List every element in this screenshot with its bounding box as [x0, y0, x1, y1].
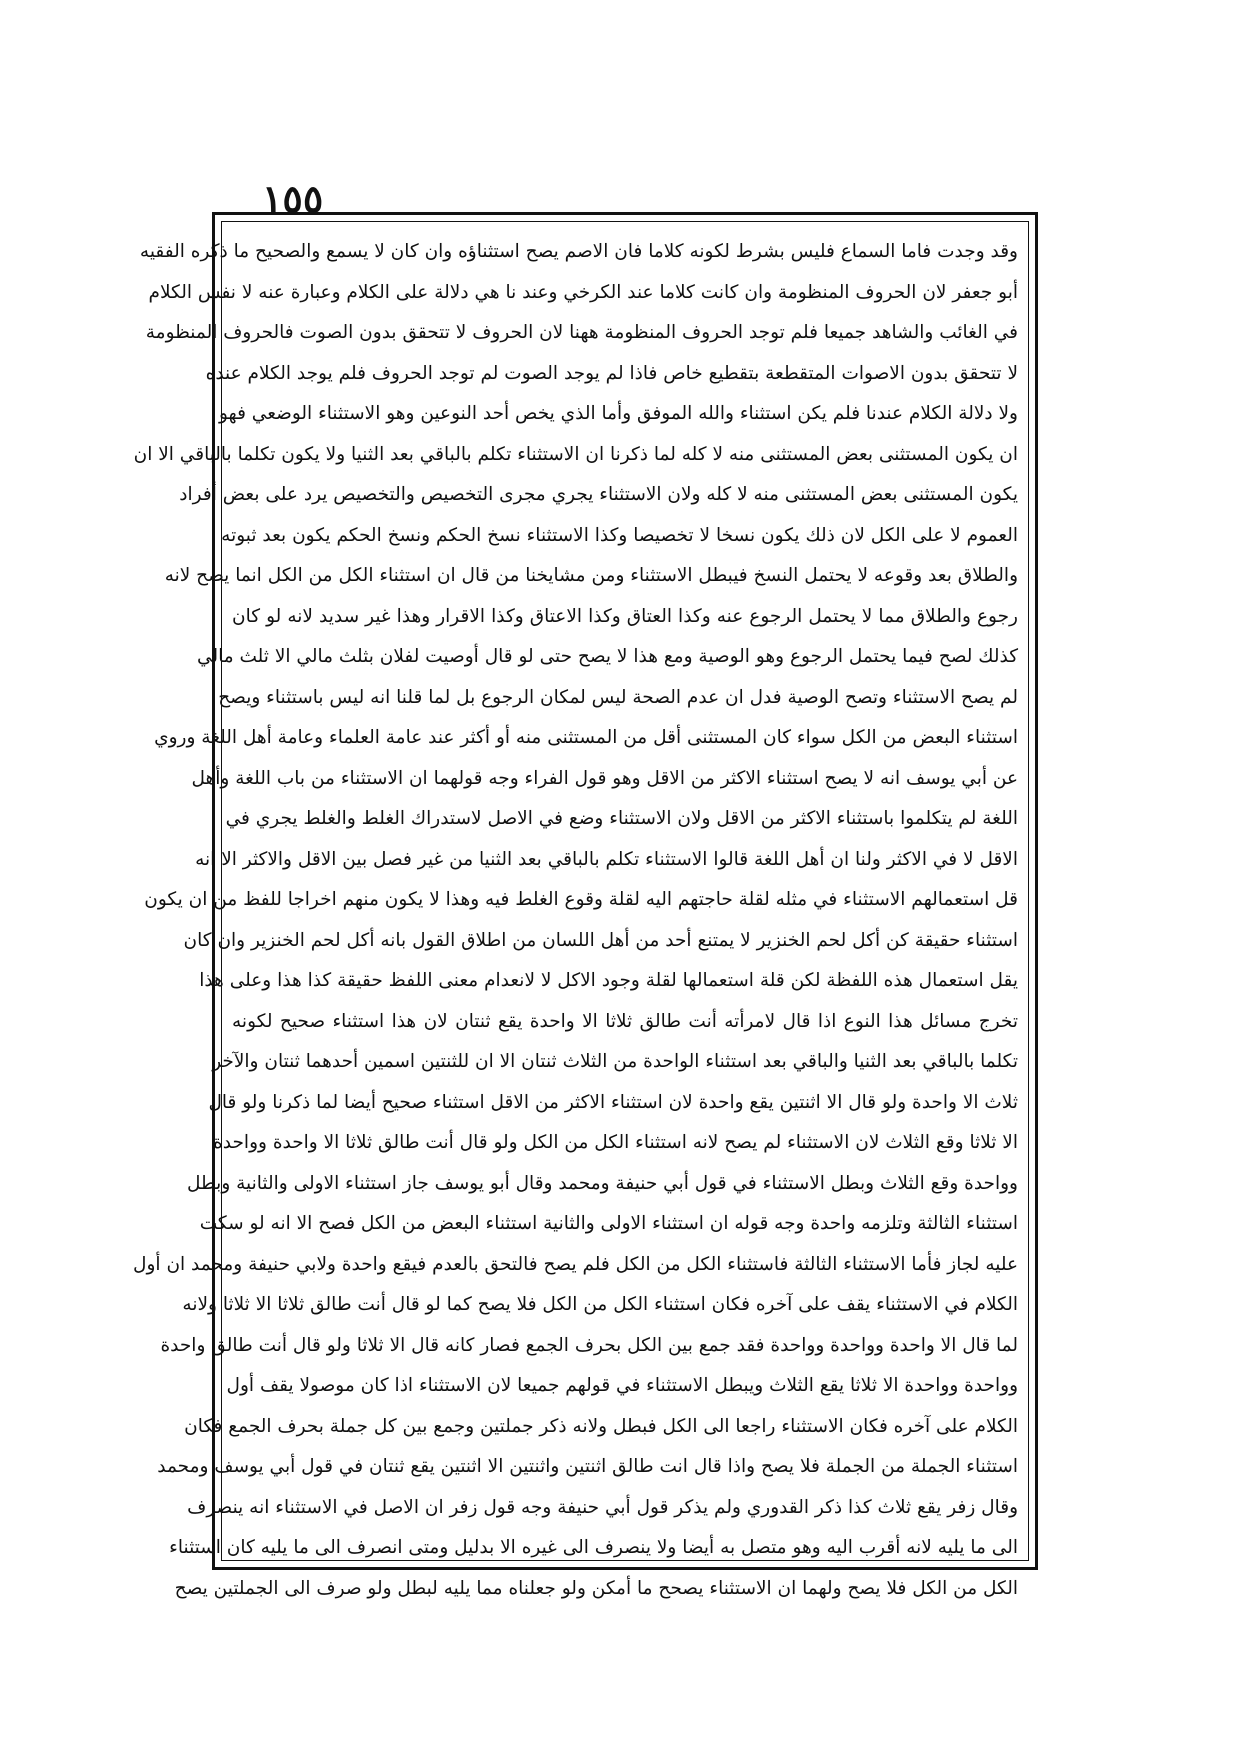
text-line: رجوع والطلاق مما لا يحتمل الرجوع عنه وكذا العتاق وكذا الاعتاق وكذا الاقرار وهذا غير سديد لانه لو كان: [232, 605, 1018, 627]
text-line: الاقل لا في الاكثر ولنا ان أهل اللغة قالوا الاستثناء تكلم بالباقي بعد الثنيا من غير فصل بين الاقل والاكثر الا انه: [195, 848, 1018, 870]
text-line: تخرج مسائل هذا النوع اذا قال لامرأته أنت طالق ثلاثا الا واحدة يقع ثنتان لان هذا استثناء صحيح لكونه: [232, 1010, 1018, 1032]
text-line: استثناء البعض من الكل سواء كان المستثنى أقل من المستثنى منه أو أكثر عند عامة العلماء وعامة أهل اللغة وروي: [154, 727, 1018, 748]
text-line: لما قال الا واحدة وواحدة وواحدة فقد جمع بين الكل بحرف الجمع فصار كانه قال الا ثلاثا ولو قال أنت طالق واحدة: [160, 1334, 1018, 1356]
text-line: استثناء الجملة من الجملة فلا يصح واذا قال انت طالق اثنتين واثنتين الا اثنتين يقع ثنتان في قول أبي يوسف ومحمد: [157, 1456, 1018, 1477]
text-body: [133, 232, 1018, 1609]
text-line: الى ما يليه لانه أقرب اليه وهو متصل به أيضا ولا ينصرف الى غيره الا بدليل ومتى انصرف الى ما يليه كان استثناء: [169, 1537, 1018, 1558]
text-line: وقال زفر يقع ثلاث كذا ذكر القدوري ولم يذكر قول أبي حنيفة وجه قول زفر ان الاصل في الاستثناء انه ينصرف: [187, 1496, 1018, 1518]
text-line: وواحدة وواحدة الا ثلاثا يقع الثلاث ويبطل الاستثناء في قولهم جميعا لان الاستثناء اذا كان موصولا يقف أول: [226, 1375, 1018, 1396]
text-line: ان يكون المستثنى بعض المستثنى منه لا كله لما ذكرنا ان الاستثناء تكلم بالباقي بعد الثنيا ولا يكون تكلما بالباقي الا ان: [133, 443, 1018, 465]
text-line: الكلام في الاستثناء يقف على آخره فكان استثناء الكل من الكل فلا يصح كما لو قال أنت طالق ثلاثا الا ثلاثا ولانه: [182, 1294, 1018, 1315]
text-line: كذلك لصح فيما يحتمل الرجوع وهو الوصية ومع هذا لا يصح حتى لو قال أوصيت لفلان بثلث مالي الا ثلث مالي: [197, 646, 1018, 667]
text-line: عن أبي يوسف انه لا يصح استثناء الاكثر من الاقل وهو قول الفراء وجه قولهما ان الاستثناء من باب اللغة وأهل: [191, 767, 1018, 789]
text-line: في الغائب والشاهد جميعا فلم توجد الحروف المنظومة ههنا لان الحروف لا تتحقق بدون الصوت فالحروف المنظومة: [145, 322, 1018, 343]
text-line: الا ثلاثا وقع الثلاث لان الاستثناء لم يصح لانه استثناء الكل من الكل ولو قال أنت طالق ثلاثا الا واحدة وواحدة: [213, 1132, 1018, 1153]
text-line: استثناء الثالثة وتلزمه واحدة وجه قوله ان استثناء الاولى والثانية استثناء البعض من الكل فصح الا انه لو سكت: [199, 1213, 1018, 1234]
text-line: لم يصح الاستثناء وتصح الوصية فدل ان عدم الصحة ليس لمكان الرجوع بل لما قلنا انه ليس باستثناء ويصح: [218, 686, 1018, 708]
text-line: ولا دلالة الكلام عندنا فلم يكن استثناء والله الموفق وأما الذي يخص أحد النوعين وهو الاستثناء الوضعي فهو: [219, 403, 1018, 424]
text-line: قل استعمالهم الاستثناء في مثله لقلة حاجتهم اليه لقلة وقوع الغلط فيه وهذا لا يكون منهم اخراجا للفظ من ان يكون: [144, 889, 1018, 910]
text-line: وقد وجدت فاما السماع فليس بشرط لكونه كلاما فان الاصم يصح استثناؤه وان كان لا يسمع والصحيح ما ذكره الفقيه: [139, 241, 1018, 262]
text-line: اللغة لم يتكلموا باستثناء الاكثر من الاقل ولان الاستثناء وضع في الاصل لاستدراك الغلط والغلط يجري في: [225, 808, 1018, 829]
text-line: تكلما بالباقي بعد الثنيا والباقي بعد استثناء الواحدة من الثلاث ثنتان الا ان للثنتين اسمين أحدهما ثنتان والآخر: [212, 1051, 1018, 1072]
text-line: والطلاق بعد وقوعه لا يحتمل النسخ فيبطل الاستثناء ومن مشايخنا من قال ان استثناء الكل من الكل انما يصح لانه: [164, 565, 1018, 586]
text-line: لا تتحقق بدون الاصوات المتقطعة بتقطيع خاص فاذا لم يوجد الصوت لم توجد الحروف فلم يوجد الكلام عنده: [205, 362, 1018, 384]
page-number: ١٥٥: [262, 176, 324, 221]
text-line: وواحدة وقع الثلاث وبطل الاستثناء في قول أبي حنيفة ومحمد وقال أبو يوسف جاز استثناء الاولى والثانية وبطل: [186, 1172, 1018, 1194]
text-line: يقل استعمال هذه اللفظة لكن قلة استعمالها لقلة وجود الاكل لا لانعدام معنى اللفظ حقيقة كذا هذا وعلى هذا: [199, 970, 1018, 991]
text-line: ثلاث الا واحدة ولو قال الا اثنتين يقع واحدة لان استثناء الاكثر من الاقل استثناء صحيح أيضا لما ذكرنا ولو قال: [208, 1091, 1018, 1113]
text-line: استثناء حقيقة كن أكل لحم الخنزير لا يمتنع أحد من أهل اللسان من اطلاق القول بانه أكل لحم الخنزير وان كان: [183, 929, 1018, 951]
text-line: العموم لا على الكل لان ذلك يكون نسخا لا تخصيصا وكذا الاستثناء نسخ الحكم ونسخ الحكم يكون بعد ثبوته: [221, 524, 1018, 546]
text-line: عليه لجاز فأما الاستثناء الثالثة فاستثناء الكل من الكل فلم يصح فالتحق بالعدم فيقع واحدة ولابي حنيفة ومحمد ان أول: [133, 1253, 1018, 1275]
text-line: الكل من الكل فلا يصح ولهما ان الاستثناء يصحح ما أمكن ولو جعلناه مما يليه لبطل ولو صرف الى الجملتين يصح: [174, 1577, 1018, 1599]
text-line: الكلام على آخره فكان الاستثناء راجعا الى الكل فبطل ولانه ذكر جملتين وجمع بين كل جملة بحرف الجمع فكان: [184, 1415, 1018, 1437]
text-line: يكون المستثنى بعض المستثنى منه لا كله ولان الاستثناء يجري مجرى التخصيص والتخصيص يرد على بعض أفراد: [179, 484, 1018, 505]
text-line: أبو جعفر لان الحروف المنظومة وان كانت كلاما عند الكرخي وعند نا هي دلالة على الكلام وعبارة عنه لا نفس الكلام: [148, 281, 1018, 303]
